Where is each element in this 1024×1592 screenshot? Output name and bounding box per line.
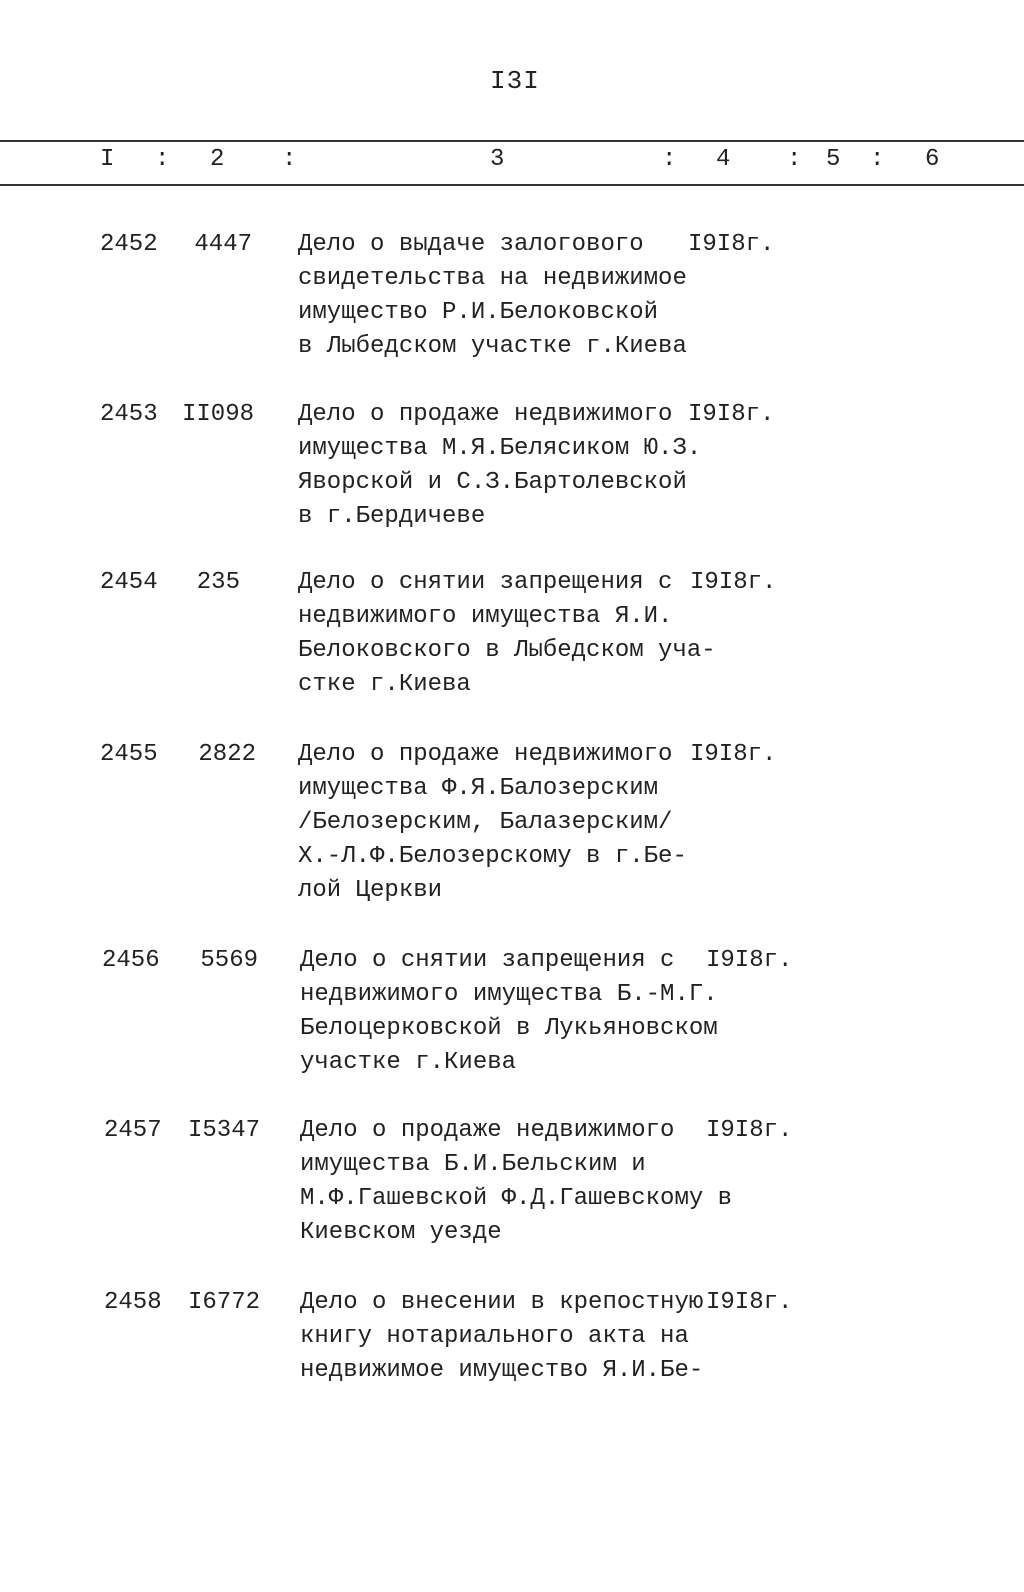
header-col-6: 6	[925, 146, 940, 173]
record-title	[298, 398, 702, 534]
record-title-line: Яворской и С.З.Бартолевской	[298, 469, 687, 496]
header-col-3: 3	[490, 146, 505, 173]
record-title-line: стке г.Киева	[298, 671, 471, 698]
record-number: 2455	[100, 741, 158, 768]
record-year: I9I8г.	[706, 947, 793, 974]
record-code: 4447	[194, 231, 252, 258]
record-title	[298, 228, 698, 364]
record-title	[300, 1114, 733, 1250]
record-title-line: имущества Ф.Я.Балозерским	[298, 775, 659, 802]
header-col-1: I	[100, 146, 115, 173]
page-number: I3I	[490, 66, 540, 96]
record-title-line: в Лыбедском участке г.Киева	[298, 333, 687, 360]
record-title-line: Х.-Л.Ф.Белозерскому в г.Бе-	[298, 843, 687, 870]
record-number: 2453	[100, 401, 158, 428]
header-separator: :	[155, 146, 170, 173]
record-title-line: Дело о снятии запрещения с	[298, 569, 673, 596]
record-number: 2457	[104, 1117, 162, 1144]
record-title	[298, 566, 716, 702]
header-col-5: 5	[826, 146, 841, 173]
header-col-4: 4	[716, 146, 731, 173]
record-title-line: Дело о снятии запрещения с	[300, 947, 675, 974]
header-separator: :	[787, 146, 802, 173]
header-separator: :	[282, 146, 297, 173]
record-year: I9I8г.	[688, 231, 775, 258]
record-title-line: имущество Р.И.Белоковской	[298, 299, 659, 326]
header-bottom-rule	[0, 184, 1024, 186]
record-title-line: имущества М.Я.Белясиком Ю.З.	[298, 435, 702, 462]
record-title-line: недвижимого имущества Б.-М.Г.	[300, 981, 718, 1008]
record-title-line: Дело о выдаче залогового	[298, 231, 644, 258]
record-title-line: /Белозерским, Балазерским/	[298, 809, 673, 836]
record-title-line: участке г.Киева	[300, 1049, 517, 1076]
record-title-line: недвижимое имущество Я.И.Бе-	[300, 1357, 704, 1384]
record-title-line: Белоковского в Лыбедском уча-	[298, 637, 716, 664]
record-code: 235	[196, 569, 240, 596]
record-title	[300, 944, 718, 1080]
record-title-line: имущества Б.И.Бельским и	[300, 1151, 646, 1178]
record-number: 2456	[102, 947, 160, 974]
record-title-line: Дело о продаже недвижимого	[300, 1117, 675, 1144]
record-year: I9I8г.	[706, 1117, 793, 1144]
record-title-line: Дело о внесении в крепостную	[300, 1289, 704, 1316]
record-code: II098	[181, 401, 254, 428]
record-title-line: Киевском уезде	[300, 1219, 502, 1246]
header-separator: :	[870, 146, 885, 173]
record-title-line: свидетельства на недвижимое	[298, 265, 687, 292]
record-year: I9I8г.	[690, 569, 777, 596]
record-title-line: Дело о продаже недвижимого	[298, 401, 673, 428]
record-number: 2454	[100, 569, 158, 596]
header-separator: :	[662, 146, 677, 173]
record-title-line: Белоцерковской в Лукьяновском	[300, 1015, 718, 1042]
record-year: I9I8г.	[688, 401, 775, 428]
record-number: 2452	[100, 231, 158, 258]
record-title	[300, 1286, 704, 1388]
record-code: I6772	[187, 1289, 260, 1316]
record-year: I9I8г.	[706, 1289, 793, 1316]
record-title-line: лой Церкви	[298, 877, 443, 904]
record-title	[298, 738, 698, 908]
record-code: 5569	[200, 947, 258, 974]
header-top-rule	[0, 140, 1024, 142]
record-code: 2822	[198, 741, 256, 768]
record-title-line: Дело о продаже недвижимого	[298, 741, 673, 768]
column-header-row	[0, 146, 1024, 180]
record-year: I9I8г.	[690, 741, 777, 768]
record-code: I5347	[187, 1117, 260, 1144]
record-title-line: недвижимого имущества Я.И.	[298, 603, 673, 630]
record-title-line: М.Ф.Гашевской Ф.Д.Гашевскому в	[300, 1185, 733, 1212]
record-title-line: в г.Бердичеве	[298, 503, 486, 530]
header-col-2: 2	[210, 146, 225, 173]
record-title-line: книгу нотариального акта на	[300, 1323, 689, 1350]
record-number: 2458	[104, 1289, 162, 1316]
